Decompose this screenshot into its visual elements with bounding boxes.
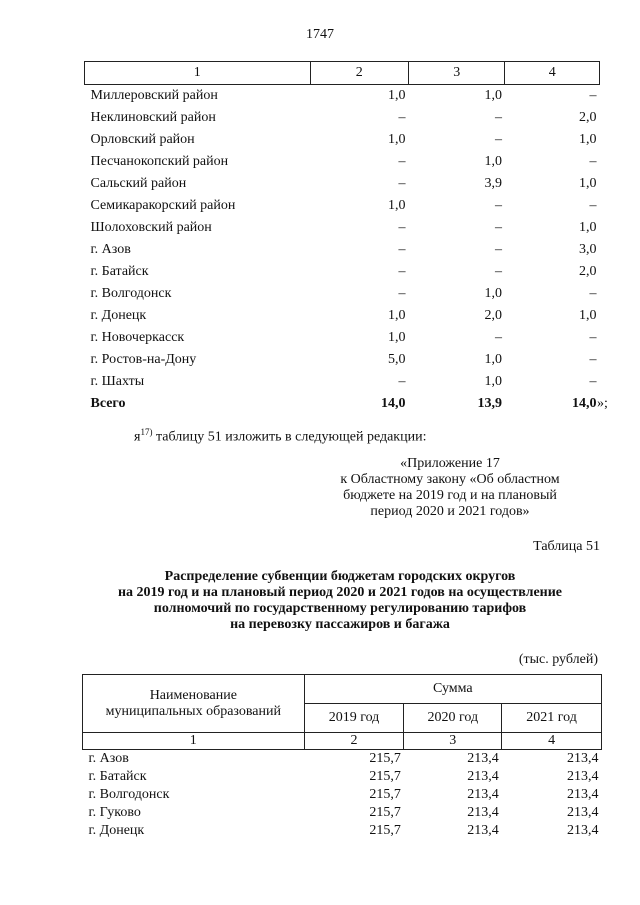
value-2021: 213,4	[567, 769, 599, 784]
table-row	[85, 371, 600, 393]
title-line: полномочий по государственному регулированию тарифов	[153, 601, 527, 616]
table-row	[85, 129, 600, 151]
value-col-3: –	[494, 264, 502, 279]
value-2019: 215,7	[369, 751, 401, 766]
value-col-2: –	[398, 374, 406, 389]
district-name: Неклиновский район	[90, 110, 216, 125]
table-label: Таблица 51	[533, 539, 600, 554]
table-row	[85, 217, 600, 239]
value-col-3: 1,0	[484, 286, 502, 301]
value-2019: 215,7	[369, 823, 401, 838]
table-row	[83, 768, 602, 786]
header-name-line: муниципальных образований	[105, 703, 281, 719]
table-row	[85, 305, 600, 327]
table-row	[85, 85, 600, 108]
district-name: г. Новочеркасск	[90, 330, 185, 345]
header-year-2019: 2019 год	[304, 704, 404, 733]
closing-quote: »;	[597, 396, 608, 411]
column-number-3: 3	[408, 62, 504, 85]
header-sum: Сумма	[304, 675, 601, 704]
value-col-2: 1,0	[387, 132, 406, 147]
header-year-2020: 2020 год	[404, 704, 502, 733]
value-col-2: 1,0	[387, 308, 406, 323]
column-number-4: 4	[505, 62, 600, 85]
table-title	[60, 569, 620, 633]
total-col-3: 13,9	[477, 396, 502, 411]
value-col-4: 2,0	[579, 264, 597, 279]
value-col-3: –	[494, 220, 502, 235]
column-number-1: 1	[83, 733, 305, 750]
value-col-2: 5,0	[387, 352, 406, 367]
page-number: 1747	[306, 27, 334, 42]
district-name: г. Шахты	[90, 374, 145, 389]
value-col-4: 1,0	[579, 132, 597, 147]
district-name: г. Волгодонск	[90, 286, 172, 301]
table-row	[85, 261, 600, 283]
total-label: Всего	[90, 396, 126, 411]
value-2020: 213,4	[467, 823, 499, 838]
table-row	[85, 107, 600, 129]
table-row	[85, 151, 600, 173]
district-name: г. Азов	[90, 242, 131, 257]
municipality-name: г. Донецк	[88, 823, 145, 838]
value-col-3: 1,0	[484, 88, 502, 103]
column-number-2: 2	[310, 62, 408, 85]
table-row	[85, 349, 600, 371]
annex-line: к Областному закону «Об областном	[340, 472, 560, 487]
value-col-4: –	[589, 352, 597, 367]
annex-reference	[300, 456, 600, 520]
value-col-2: –	[398, 220, 406, 235]
total-col-4: 14,0	[572, 396, 597, 411]
table-row	[85, 283, 600, 305]
district-name: Орловский район	[90, 132, 195, 147]
table-row	[83, 822, 602, 840]
value-2020: 213,4	[467, 805, 499, 820]
value-col-3: 1,0	[484, 374, 502, 389]
municipality-name: г. Гуково	[88, 805, 141, 820]
value-2019: 215,7	[369, 769, 401, 784]
value-2020: 213,4	[467, 787, 499, 802]
annex-line: период 2020 и 2021 годов»	[370, 504, 530, 519]
district-name: Шолоховский район	[90, 220, 212, 235]
subvention-table	[82, 674, 602, 840]
value-col-4: –	[589, 88, 597, 103]
annex-line: бюджете на 2019 год и на плановый	[343, 488, 557, 503]
value-2019: 215,7	[369, 787, 401, 802]
column-number-2: 2	[304, 733, 404, 750]
value-col-3: –	[494, 198, 502, 213]
value-col-4: 1,0	[579, 220, 597, 235]
annex-line: «Приложение 17	[400, 456, 500, 471]
table-row	[83, 804, 602, 822]
value-2021: 213,4	[567, 805, 599, 820]
value-col-4: 1,0	[579, 176, 597, 191]
value-col-2: –	[398, 264, 406, 279]
table-header-row	[85, 62, 600, 85]
column-number-4: 4	[502, 733, 602, 750]
header-year-2021: 2021 год	[502, 704, 602, 733]
units-label: (тыс. рублей)	[518, 652, 598, 667]
value-col-4: 1,0	[579, 308, 597, 323]
value-col-2: –	[398, 110, 406, 125]
value-2021: 213,4	[567, 823, 599, 838]
header-municipality	[83, 675, 305, 733]
value-col-4: –	[589, 330, 597, 345]
value-col-4: –	[589, 154, 597, 169]
value-2020: 213,4	[467, 751, 499, 766]
value-col-4: –	[589, 286, 597, 301]
title-line: на перевозку пассажиров и багажа	[230, 617, 450, 632]
paragraph-footnote: 17)	[140, 427, 153, 437]
value-col-3: –	[494, 242, 502, 257]
value-col-3: –	[494, 330, 502, 345]
paragraph-prefix: я	[134, 429, 141, 445]
value-col-3: 3,9	[484, 176, 502, 191]
district-name: Песчанокопский район	[90, 154, 229, 169]
value-col-2: 1,0	[387, 198, 406, 213]
municipality-name: г. Батайск	[88, 769, 147, 784]
district-name: г. Ростов-на-Дону	[90, 352, 197, 367]
value-col-2: –	[398, 154, 406, 169]
value-col-2: –	[398, 286, 406, 301]
district-name: г. Батайск	[90, 264, 149, 279]
column-number-1: 1	[85, 62, 311, 85]
total-row	[85, 393, 600, 415]
value-col-3: 1,0	[484, 352, 502, 367]
value-col-2: 1,0	[387, 330, 406, 345]
title-line: Распределение субвенции бюджетам городских округов	[164, 569, 516, 584]
table-row	[85, 239, 600, 261]
value-2021: 213,4	[567, 751, 599, 766]
value-col-2: –	[398, 176, 406, 191]
total-col-2: 14,0	[380, 396, 406, 411]
value-2019: 215,7	[369, 805, 401, 820]
value-col-4: –	[589, 374, 597, 389]
district-name: Миллеровский район	[90, 88, 218, 103]
value-col-4: 2,0	[579, 110, 597, 125]
table-row	[85, 173, 600, 195]
value-col-2: –	[398, 242, 406, 257]
district-name: г. Донецк	[90, 308, 147, 323]
value-col-4: –	[589, 198, 597, 213]
value-col-3: 1,0	[484, 154, 502, 169]
district-name: Семикаракорский район	[90, 198, 236, 213]
value-col-2: 1,0	[387, 88, 406, 103]
municipality-name: г. Азов	[88, 751, 129, 766]
value-col-3: –	[494, 110, 502, 125]
column-number-3: 3	[404, 733, 502, 750]
value-col-4: 3,0	[579, 242, 597, 257]
districts-table	[84, 61, 600, 415]
value-col-3: 2,0	[484, 308, 502, 323]
municipality-name: г. Волгодонск	[88, 787, 170, 802]
value-col-3: –	[494, 132, 502, 147]
table-row	[83, 786, 602, 804]
title-line: на 2019 год и на плановый период 2020 и 2021 годов на осуществление	[117, 585, 563, 600]
paragraph-text: таблицу 51 изложить в следующей редакции:	[152, 429, 427, 445]
table-row	[83, 750, 602, 769]
value-2021: 213,4	[567, 787, 599, 802]
table-row	[85, 327, 600, 349]
value-2020: 213,4	[467, 769, 499, 784]
table-row	[85, 195, 600, 217]
amendment-paragraph	[134, 427, 426, 446]
district-name: Сальский район	[90, 176, 187, 191]
header-name-line: Наименование	[149, 687, 237, 703]
